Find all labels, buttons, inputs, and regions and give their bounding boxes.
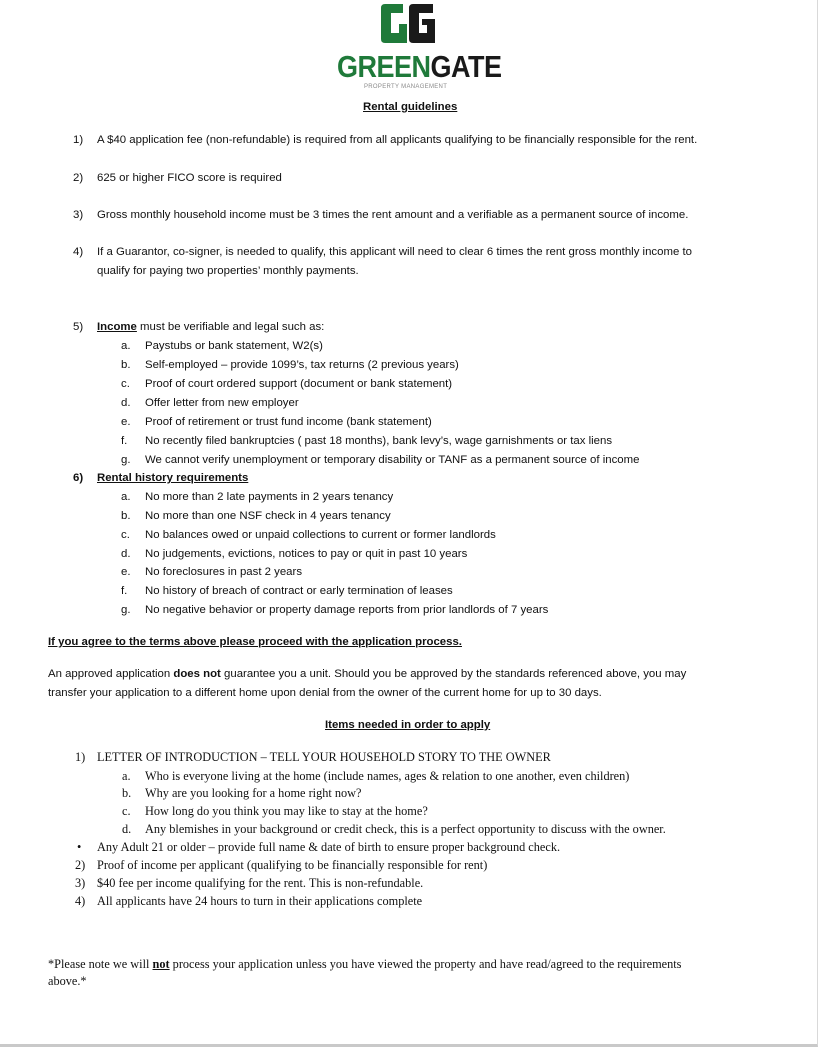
list-letter: f. bbox=[121, 585, 128, 597]
bullet-icon: • bbox=[77, 840, 82, 854]
income-heading: Income bbox=[97, 321, 137, 333]
list-letter: b. bbox=[121, 510, 131, 522]
logo-word-dark: GATE bbox=[430, 50, 502, 84]
items-num: 1) bbox=[75, 750, 86, 764]
list-letter: d. bbox=[122, 822, 132, 836]
guideline-text: qualify for paying two properties’ monthly payments. bbox=[97, 265, 359, 277]
list-item: $40 fee per income qualifying for the rent. This is non-refundable. bbox=[97, 876, 424, 890]
note-text: *Please note we will bbox=[48, 957, 153, 971]
list-letter: d. bbox=[121, 548, 131, 560]
list-item: How long do you think you may like to stay at the home? bbox=[145, 804, 428, 818]
list-letter: c. bbox=[121, 378, 130, 390]
approval-text: guarantee you a unit. Should you be approved by the standards referenced above, you may bbox=[220, 668, 687, 680]
list-item: No history of breach of contract or early termination of leases bbox=[145, 585, 453, 597]
list-letter: e. bbox=[121, 416, 131, 428]
list-item: We cannot verify unemployment or temporary disability or TANF as a permanent source of income bbox=[145, 454, 640, 466]
list-item: No recently filed bankruptcies ( past 18 months), bank levy’s, wage garnishments or tax liens bbox=[145, 435, 613, 447]
list-item: No negative behavior or property damage reports from prior landlords of 7 years bbox=[145, 604, 549, 616]
approval-line: transfer your application to a different home upon denial from the owner of the current home for up to 30 days. bbox=[48, 687, 602, 699]
approval-emphasis: does not bbox=[173, 668, 221, 680]
guideline-num: 3) bbox=[73, 209, 84, 221]
approval-text: An approved application bbox=[48, 668, 174, 680]
list-item: No judgements, evictions, notices to pay or quit in past 10 years bbox=[145, 548, 468, 560]
guideline-text: A $40 application fee (non-refundable) is required from all applicants qualifying to be financially responsible for the rent. bbox=[97, 134, 698, 146]
list-item: Proof of retirement or trust fund income (bank statement) bbox=[145, 416, 432, 428]
guideline-text: 625 or higher FICO score is required bbox=[97, 172, 282, 184]
list-letter: b. bbox=[122, 786, 132, 800]
rental-history-heading: Rental history requirements bbox=[97, 472, 249, 484]
list-item: No more than one NSF check in 4 years tenancy bbox=[145, 510, 391, 522]
greengate-logo-icon bbox=[377, 2, 439, 46]
list-item: Proof of income per applicant (qualifying to be financially responsible for rent) bbox=[97, 858, 488, 872]
agree-statement: If you agree to the terms above please proceed with the application process. bbox=[48, 636, 462, 648]
list-item: Who is everyone living at the home (include names, ages & relation to one another, even children) bbox=[145, 769, 630, 783]
rental-history-num: 6) bbox=[73, 472, 84, 484]
logo-wordmark bbox=[337, 50, 502, 85]
list-letter: a. bbox=[122, 769, 131, 783]
logo-word-green: GREEN bbox=[337, 50, 431, 84]
note-line bbox=[48, 957, 681, 972]
list-item: Offer letter from new employer bbox=[145, 397, 299, 409]
list-letter: a. bbox=[121, 491, 131, 503]
guideline-text: Gross monthly household income must be 3 times the rent amount and a verifiable as a permanent source of income. bbox=[97, 209, 689, 221]
items-num: 2) bbox=[75, 858, 86, 872]
list-letter: b. bbox=[121, 359, 131, 371]
list-letter: a. bbox=[121, 340, 131, 352]
list-item: Why are you looking for a home right now? bbox=[145, 786, 362, 800]
list-letter: c. bbox=[121, 529, 130, 541]
list-item: Proof of court ordered support (document or bank statement) bbox=[145, 378, 453, 390]
letter-heading: LETTER OF INTRODUCTION – TELL YOUR HOUSEHOLD STORY TO THE OWNER bbox=[97, 750, 551, 764]
list-letter: e. bbox=[121, 566, 131, 578]
approval-line bbox=[48, 668, 686, 680]
guideline-num: 4) bbox=[73, 246, 84, 258]
list-item: Any blemishes in your background or credit check, this is a perfect opportunity to discuss with the owner. bbox=[145, 822, 666, 836]
note-text: process your application unless you have viewed the property and have read/agreed to the requirements bbox=[169, 957, 682, 971]
list-item: Any Adult 21 or older – provide full name & date of birth to ensure proper background check. bbox=[97, 840, 561, 854]
list-letter: g. bbox=[121, 454, 131, 466]
guideline-num: 2) bbox=[73, 172, 84, 184]
list-item: No foreclosures in past 2 years bbox=[145, 566, 303, 578]
income-heading-rest: must be verifiable and legal such as: bbox=[136, 321, 325, 333]
guideline-num: 1) bbox=[73, 134, 84, 146]
guideline-text: If a Guarantor, co-signer, is needed to qualify, this applicant will need to clear 6 times the rent gross monthly income to bbox=[97, 246, 692, 258]
list-item: All applicants have 24 hours to turn in their applications complete bbox=[97, 894, 423, 908]
note-line: above.* bbox=[48, 974, 87, 988]
logo-subtitle: PROPERTY MANAGEMENT bbox=[364, 84, 448, 90]
list-letter: d. bbox=[121, 397, 131, 409]
items-needed-title: Items needed in order to apply bbox=[325, 719, 491, 731]
items-num: 4) bbox=[75, 894, 86, 908]
list-item: No more than 2 late payments in 2 years tenancy bbox=[145, 491, 394, 503]
items-num: 3) bbox=[75, 876, 86, 890]
income-num: 5) bbox=[73, 321, 84, 333]
list-item: No balances owed or unpaid collections to current or former landlords bbox=[145, 529, 496, 541]
list-item: Paystubs or bank statement, W2(s) bbox=[145, 340, 323, 352]
list-letter: c. bbox=[122, 804, 131, 818]
list-item: Self-employed – provide 1099’s, tax returns (2 previous years) bbox=[145, 359, 459, 371]
list-letter: f. bbox=[121, 435, 128, 447]
guidelines-title: Rental guidelines bbox=[363, 101, 458, 113]
note-emphasis: not bbox=[152, 957, 170, 971]
list-letter: g. bbox=[121, 604, 131, 616]
income-heading-line bbox=[97, 321, 324, 333]
